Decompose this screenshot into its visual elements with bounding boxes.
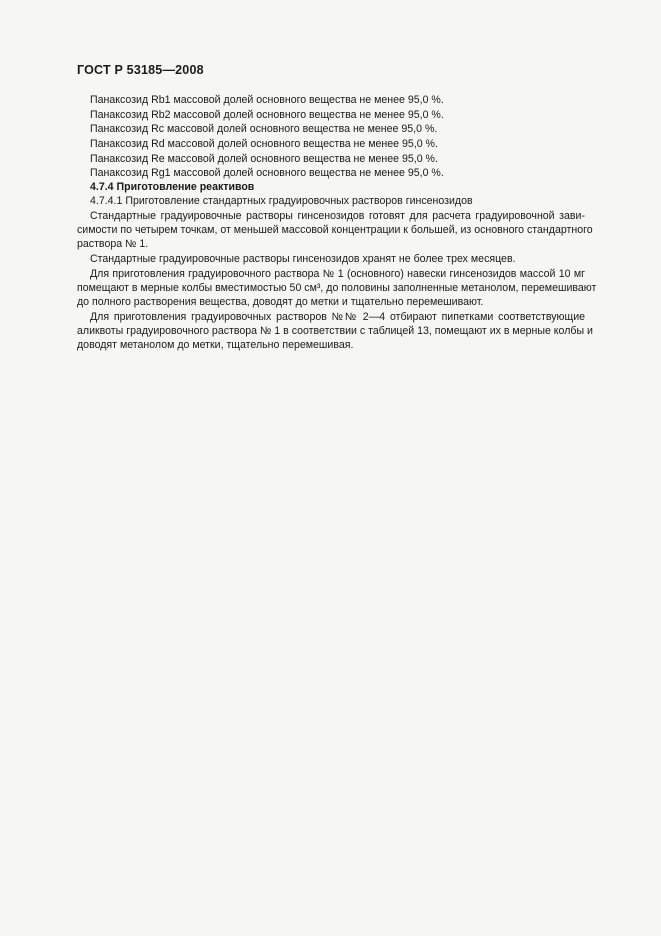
section-heading-4-7-4: 4.7.4 Приготовление реактивов: [90, 181, 255, 193]
paragraph-line: раствора № 1.: [77, 238, 149, 250]
purity-line: Панаксозид Rg1 массовой долей основного вещества не менее 95,0 %.: [90, 167, 444, 179]
paragraph-line: до полного растворения вещества, доводят до метки и тщательно перемешивают.: [77, 296, 484, 308]
paragraph-line: помещают в мерные колбы вместимостью 50 см³, до половины заполненные метанолом, перемешивают: [77, 282, 597, 294]
paragraph-line: Для приготовления градуировочных растворов №№ 2—4 отбирают пипетками соответствующие: [90, 311, 585, 323]
paragraph-line: доводят метанолом до метки, тщательно перемешивая.: [77, 339, 354, 351]
purity-line: Панаксозид Rb2 массовой долей основного вещества не менее 95,0 %.: [90, 109, 444, 121]
paragraph-line: Для приготовления градуировочного раствора № 1 (основного) навески гинсенозидов массой 10 мг: [90, 268, 585, 280]
paragraph-line: симости по четырем точкам, от меньшей массовой концентрации к большей, из основного стандартного: [77, 224, 593, 236]
section-heading-4-7-4-1: 4.7.4.1 Приготовление стандартных градуировочных растворов гинсенозидов: [90, 195, 473, 207]
purity-line: Панаксозид Rc массовой долей основного вещества не менее 95,0 %.: [90, 123, 438, 135]
paragraph-line: аликвоты градуировочного раствора № 1 в соответствии с таблицей 13, помещают их в мерные колбы и: [77, 325, 593, 337]
purity-line: Панаксозид Re массовой долей основного вещества не менее 95,0 %.: [90, 153, 438, 165]
paragraph-line: Стандартные градуировочные растворы гинсенозидов готовят для расчета градуировочной зави-: [90, 210, 585, 222]
purity-line: Панаксозид Rd массовой долей основного вещества не менее 95,0 %.: [90, 138, 438, 150]
standard-code-header: ГОСТ Р 53185—2008: [77, 63, 204, 77]
paragraph-line: Стандартные градуировочные растворы гинсенозидов хранят не более трех месяцев.: [90, 253, 516, 265]
purity-line: Панаксозид Rb1 массовой долей основного вещества не менее 95,0 %.: [90, 94, 444, 106]
